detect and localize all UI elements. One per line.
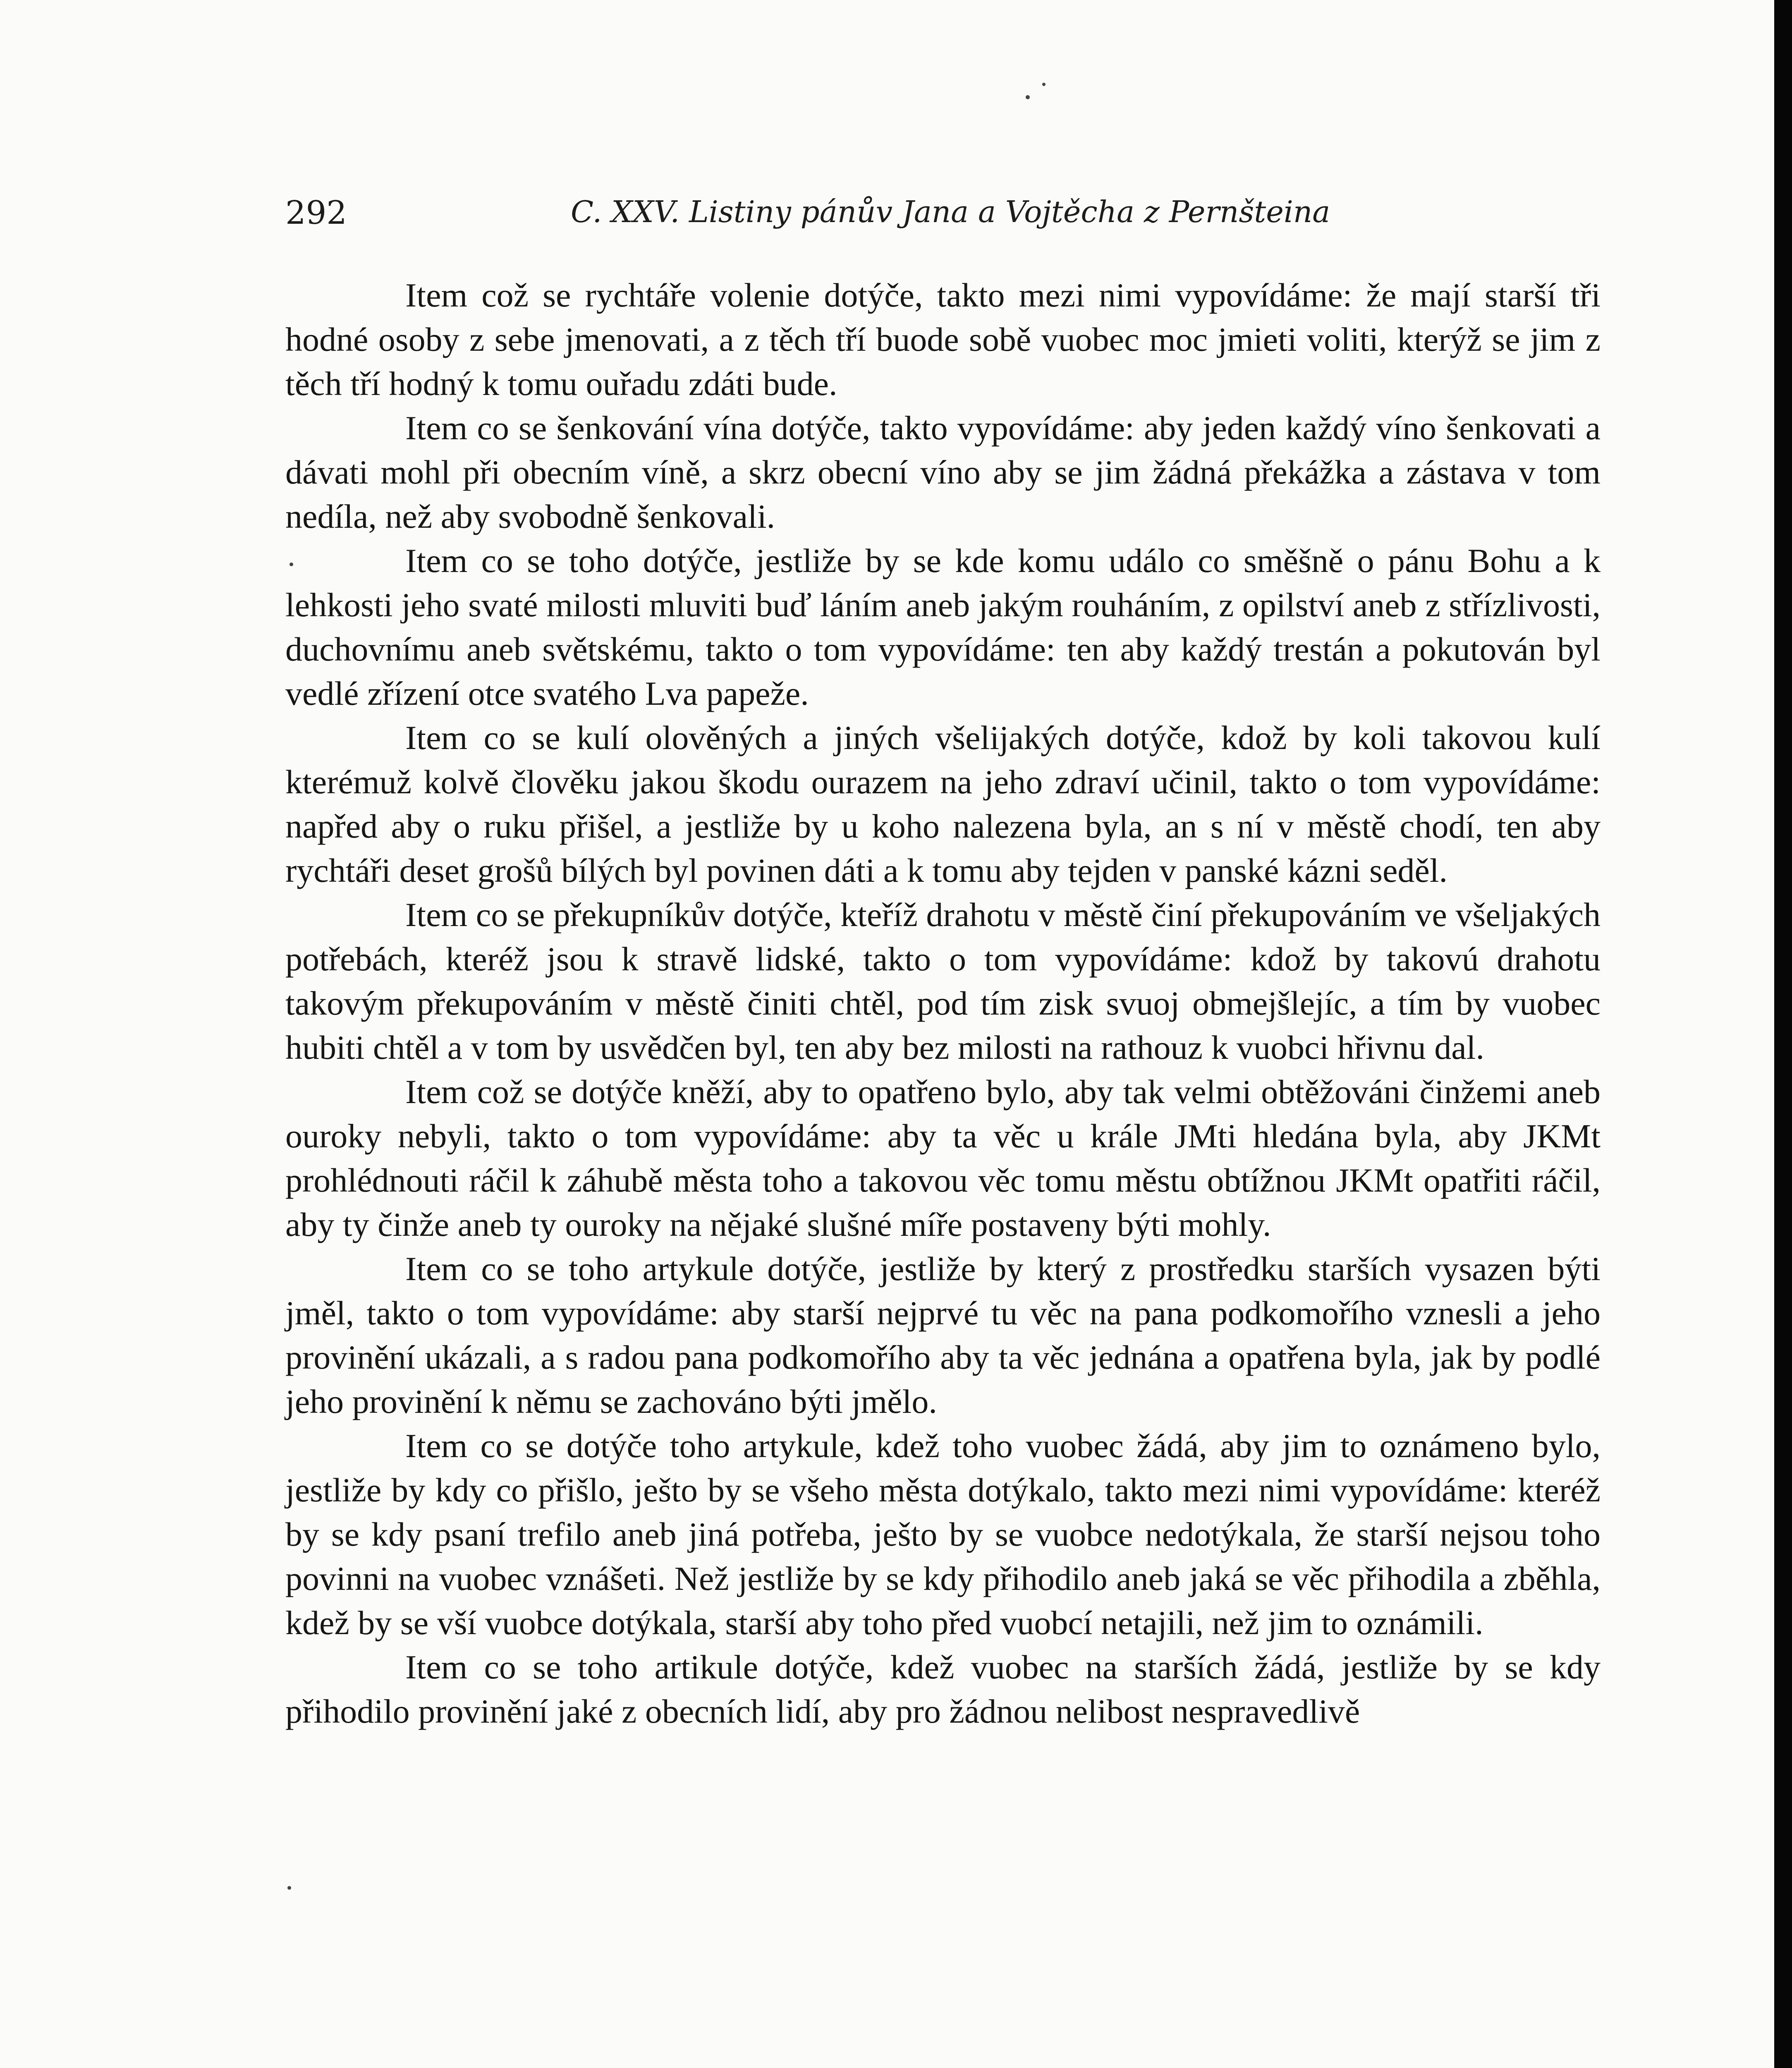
paragraph: Item co se toho artykule dotýče, jestliže by který z prostředku starších vysazen býti jměl, takto o tom vypovídáme: aby starší nejprvé tu věc na pana podkomořího vznesli a jeho provinění ukázali, a s radou pana podkomořího aby ta věc jednána a opatřena byla, jak by podlé jeho provinění k němu se zachováno býti jmělo.	[285, 1250, 1601, 1420]
running-title: C. XXV. Listiny pánův Jana a Vojtěcha z Pernšteina	[571, 194, 1330, 229]
paragraph: Item co se toho dotýče, jestliže by se kde komu událo co směšně o pánu Bohu a k lehkosti jeho svaté milosti mluviti buď láním aneb jakým rouháním, z opilství aneb z střízlivosti, duchovnímu aneb světskému, takto o tom vypovídáme: ten aby každý trestán a pokutován byl vedlé zřízení otce svatého Lva papeže.	[285, 542, 1601, 712]
paragraph: Item co se toho artikule dotýče, kdež vuobec na starších žádá, jestliže by se kdy přihodilo provinění jaké z obecních lidí, aby pro žádnou nelibost nespravedlivě	[285, 1648, 1601, 1730]
scan-speck	[287, 1886, 291, 1890]
scan-border-right	[1774, 0, 1792, 2068]
scan-speck	[289, 562, 293, 566]
paragraph: Item co se překupníkův dotýče, kteříž drahotu v městě činí překupováním ve všeljakých potřebách, kteréž jsou k stravě lidské, takto o tom vypovídáme: kdož by takovú drahotu takovým překupováním v městě činiti chtěl, pod tím zisk svuoj obmejšlejíc, a tím by vuobec hubiti chtěl a v tom by usvědčen byl, ten aby bez milosti na rathouz k vuobci hřivnu dal.	[285, 896, 1601, 1066]
scan-speck	[1042, 83, 1046, 86]
page-number: 292	[285, 194, 347, 232]
paragraph: Item což se dotýče kněží, aby to opatřeno bylo, aby tak velmi obtěžováni činžemi aneb ouroky nebyli, takto o tom vypovídáme: aby ta věc u krále JMti hledána byla, aby JKMt prohlédnouti ráčil k záhubě města toho a takovou věc tomu městu obtížnou JKMt opatřiti ráčil, aby ty činže aneb ty ouroky na nějaké slušné míře postaveny býti mohly.	[285, 1073, 1601, 1243]
paragraph: Item co se kulí olověných a jiných všelijakých dotýče, kdož by koli takovou kulí kterémuž kolvě člověku jakou škodu ourazem na jeho zdraví učinil, takto o tom vypovídáme: napřed aby o ruku přišel, a jestliže by u koho nalezena byla, an s ní v městě chodí, ten aby rychtáři deset grošů bílých byl povinen dáti a k tomu aby tejden v panské kázni seděl.	[285, 719, 1601, 889]
scan-speck	[1026, 95, 1030, 99]
body-text	[285, 273, 1601, 1733]
paragraph: Item co se dotýče toho artykule, kdež toho vuobec žádá, aby jim to oznámeno bylo, jestliže by kdy co přišlo, ješto by se všeho města dotýkalo, takto mezi nimi vypovídáme: kteréž by se kdy psaní trefilo aneb jiná potřeba, ješto by se vuobce nedotýkala, že starší nejsou toho povinni na vuobec vznášeti. Než jestliže by se kdy přihodilo aneb jaká se věc přihodila a zběhla, kdež by se vší vuobce dotýkala, starší aby toho před vuobcí netajili, než jim to oznámili.	[285, 1427, 1601, 1642]
running-head	[285, 194, 1605, 252]
paragraph: Item co se šenkování vína dotýče, takto vypovídáme: aby jeden každý víno šenkovati a dávati mohl při obecním víně, a skrz obecní víno aby se jim žádná překážka a zástava v tom nedíla, než aby svobodně šenkovali.	[285, 409, 1601, 535]
paragraph: Item což se rychtáře volenie dotýče, takto mezi nimi vypovídáme: že mají starší tři hodné osoby z sebe jmenovati, a z těch tří buode sobě vuobec moc jmieti voliti, kterýž se jim z těch tří hodný k tomu ouřadu zdáti bude.	[285, 276, 1601, 402]
